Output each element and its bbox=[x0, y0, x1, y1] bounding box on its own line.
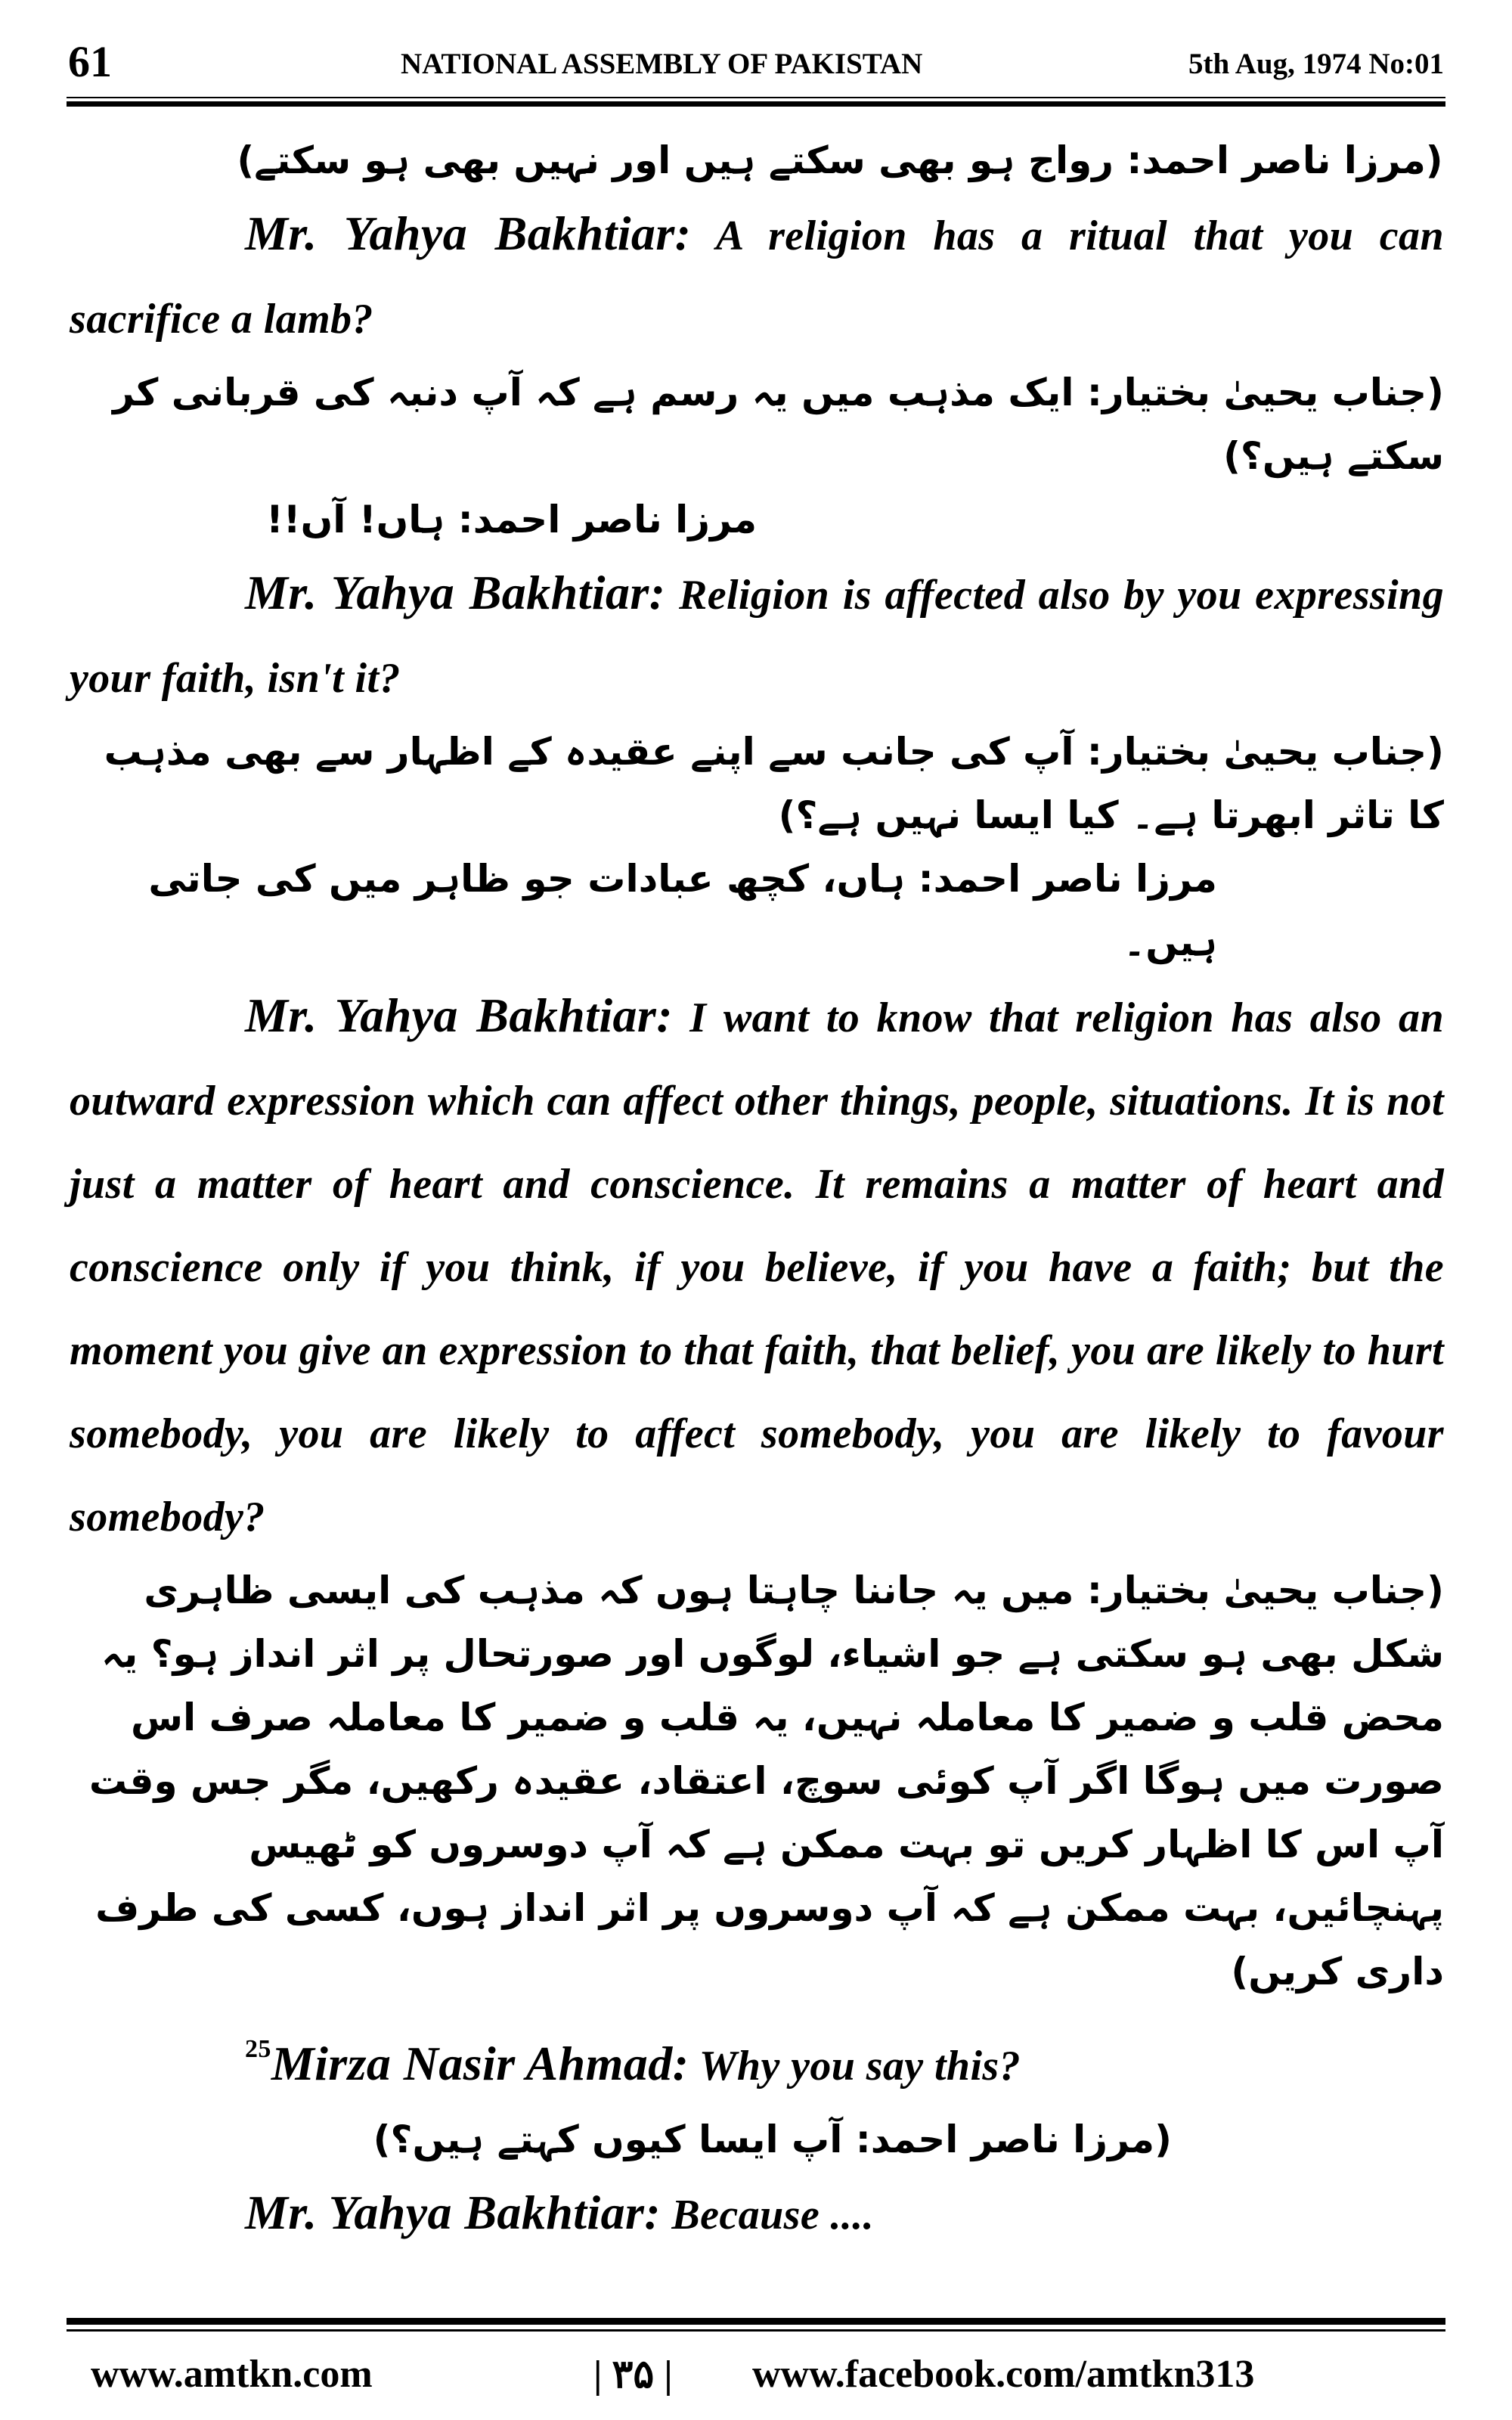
transcript-body bbox=[70, 129, 1444, 2257]
speaker-name: Mr. Yahya Bakhtiar: bbox=[245, 206, 692, 260]
speech-text: Why you say this? bbox=[699, 2043, 1021, 2090]
urdu-paragraph: (جناب یحییٰ بختیار: میں یہ جاننا چاہتا ہوں کہ مذہب کی ایسی ظاہری شکل بھی ہو سکتی ہے جو اشیاء، لوگوں اور صورتحال پر اثر انداز ہو؟ یہ محض قلب و ضمیر کا معاملہ نہیں، یہ قلب و ضمیر کا معاملہ صرف اس صورت میں ہوگا اگر آپ کوئی سوچ، اعتقاد، عقیدہ رکھیں، مگر جس وقت آپ اس کا اظہار کریں تو بہت ممکن ہے کہ آپ دوسروں کو ٹھیس پہنچائیں، بہت ممکن ہے کہ آپ دوسروں پر اثر انداز ہوں، کسی کی طرف داری کریں) bbox=[88, 1568, 1444, 1993]
urdu-line-1: (مرزا ناصر احمد: رواج ہو بھی سکتے ہیں اور نہیں بھی ہو سکتے) bbox=[237, 138, 1443, 182]
footnote-marker: 25 bbox=[245, 2035, 271, 2063]
footer-page-marker: | ۳۵ | bbox=[593, 2353, 673, 2397]
exchange-5-english bbox=[70, 2171, 1444, 2257]
urdu-reply-1: مرزا ناصر احمد: ہاں! آں!! bbox=[266, 498, 758, 541]
speech-text: Religion is affected also by you expressing your faith, isn't it? bbox=[70, 572, 1444, 702]
urdu-line-3 bbox=[70, 488, 1444, 551]
footer-rule-thick bbox=[67, 2318, 1445, 2325]
footer-website-link[interactable]: www.amtkn.com bbox=[91, 2353, 373, 2396]
speech-text: Because .... bbox=[671, 2192, 875, 2238]
header-title: NATIONAL ASSEMBLY OF PAKISTAN bbox=[401, 48, 923, 80]
exchange-1-english bbox=[70, 192, 1444, 361]
header-rule-thin bbox=[67, 97, 1445, 98]
header-rule-thick bbox=[67, 101, 1445, 107]
exchange-4-english bbox=[70, 2008, 1444, 2108]
exchange-2-english bbox=[70, 551, 1444, 720]
urdu-line-2: (جناب یحییٰ بختیار: ایک مذہب میں یہ رسم ہے کہ آپ دنبہ کی قربانی کر سکتے ہیں؟) bbox=[113, 371, 1444, 478]
footer-rule-thin bbox=[67, 2329, 1445, 2332]
footer-facebook-link[interactable]: www.facebook.com/amtkn313 bbox=[752, 2353, 1255, 2396]
page-number: 61 bbox=[68, 37, 112, 86]
speaker-name: Mr. Yahya Bakhtiar: bbox=[245, 566, 666, 619]
speech-text: A religion has a ritual that you can sacrifice a lamb? bbox=[70, 213, 1444, 343]
speaker-name: Mr. Yahya Bakhtiar: bbox=[245, 988, 673, 1042]
speaker-name: Mr. Yahya Bakhtiar: bbox=[245, 2186, 662, 2239]
header-date-number: 5th Aug, 1974 No:01 bbox=[1188, 48, 1444, 80]
urdu-line-6: (مرزا ناصر احمد: آپ ایسا کیوں کہتے ہیں؟) bbox=[373, 2118, 1172, 2161]
urdu-line-5: مرزا ناصر احمد: ہاں، کچھ عبادات جو ظاہر میں کی جاتی ہیں۔ bbox=[148, 857, 1217, 964]
urdu-line-4: (جناب یحییٰ بختیار: آپ کی جانب سے اپنے عقیدہ کے اظہار سے بھی مذہب کا تاثر ابھرتا ہے۔ کیا ایسا نہیں ہے؟) bbox=[104, 730, 1444, 837]
speaker-name: Mirza Nasir Ahmad: bbox=[271, 2037, 689, 2090]
page-header bbox=[68, 23, 1444, 91]
exchange-3-english bbox=[70, 974, 1444, 1559]
speech-text: I want to know that religion has also an outward expression which can affect other things, people, situations. It is not just a matter of heart and conscience. It remains a matter of heart and conscience only if you think, if you believe, if you have a faith; but the moment you give an expression to that faith, that belief, you are likely to hurt somebody, you are likely to affect somebody, you are likely to favour somebody? bbox=[70, 994, 1444, 1540]
